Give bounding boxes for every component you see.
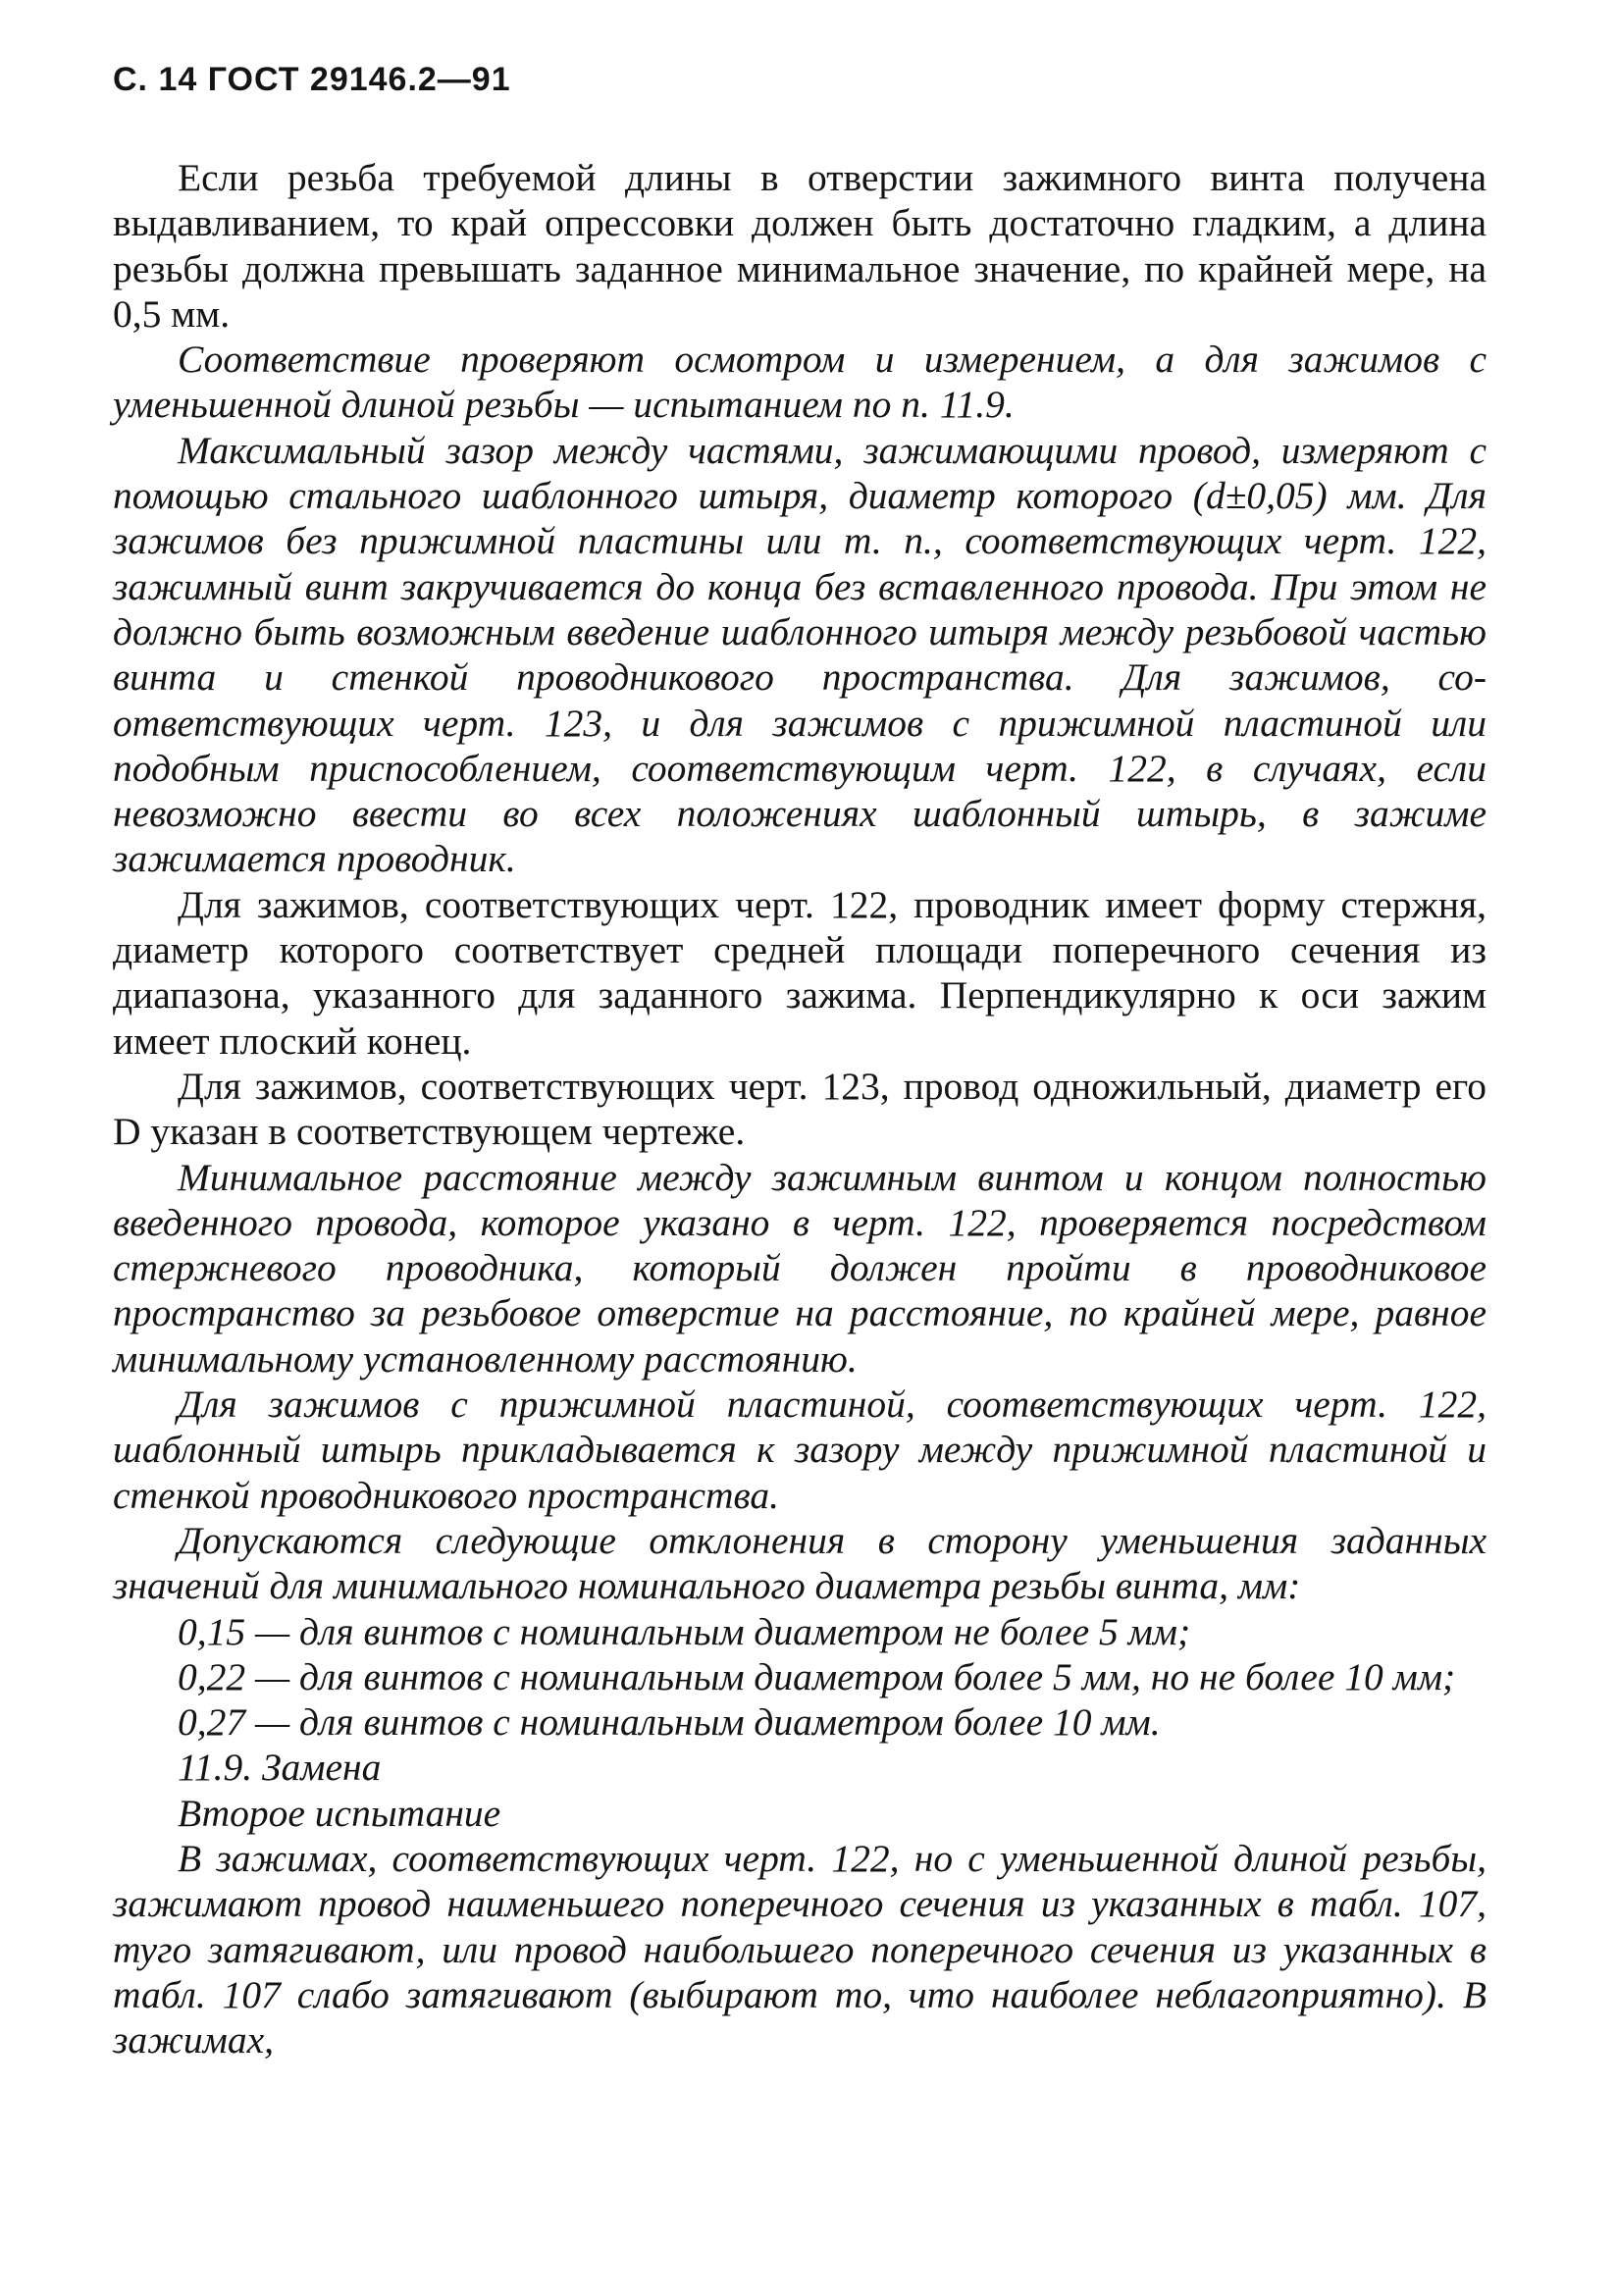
paragraph-max-gap-measurement: Максимальный зазор между частями, зажимающими провод, измеряют с помощью стального шаблонного штыря, диаметр которого (d±0,05) мм. Для зажимов без прижимной пластины или т. п., соответствующих черт. 122, зажимный винт закручивается до конца без вставленного провода. При этом не должно быть возможным введение шаблонного штыря между резьбовой частью винта и стенкой проводникового пространства. Для зажимов, соответствующих черт. 123, и для зажимов с прижимной пластиной или подобным приспособлением, соответствующим черт. 122, в случаях, если невозможно ввести во всех положениях шаблонный штырь, в зажиме зажимается проводник. [113, 428, 1487, 881]
paragraph-pressure-plate: Для зажимов с прижимной пластиной, соответствующих черт. 122, шаблонный штырь прикладывается к зазору между прижимной пластиной и стенкой проводникового пространства. [113, 1383, 1487, 1517]
page-header: С. 14 ГОСТ 29146.2—91 [113, 61, 511, 98]
subheading-second-test: Второе испытание [178, 1791, 501, 1835]
list-item-deviation-027: 0,27 — для винтов с номинальным диаметром более 10 мм. [178, 1700, 1161, 1745]
list-item-deviation-015: 0,15 — для винтов с номинальным диаметром не более 5 мм; [178, 1609, 1191, 1653]
paragraph-conductor-rod-122: Для зажимов, соответствующих черт. 122, проводник имеет форму стержня, диаметр которого соответствует средней площади поперечного сечения из диапазона, указанного для заданного зажима. Перпендикулярно к оси зажим имеет плоский конец. [113, 882, 1487, 1063]
document-body [113, 155, 1487, 2062]
paragraph-deviations-intro: Допускаются следующие отклонения в сторону уменьшения заданных значений для минимального номинального диаметра резьбы винта, мм: [113, 1518, 1487, 1608]
paragraph-thread-extrusion: Если резьба требуемой длины в отверстии зажимного винта получена выдавливанием, то край опрессовки должен быть достаточно гладким, а длина резьбы должна превышать заданное минимальное значение, по крайней мере, на 0,5 мм. [113, 156, 1487, 336]
paragraph-conductor-123: Для зажимов, соответствующих черт. 123, провод одножильный, диаметр его D указан в соответствующем чертеже. [113, 1064, 1487, 1154]
paragraph-second-test: В зажимах, соответствующих черт. 122, но с уменьшенной длиной резьбы, зажимают провод наименьшего поперечного сечения из указанных в табл. 107, туго затягивают, или провод наибольшего поперечного сечения из указанных в табл. 107 слабо затягивают (выбирают то, что наиболее неблагоприятно). В зажимах, [113, 1836, 1487, 2062]
paragraph-compliance-check: Соответствие проверяют осмотром и измерением, а для зажимов с уменьшенной длиной резьбы — испытанием по п. 11.9. [113, 338, 1487, 427]
list-item-deviation-022: 0,22 — для винтов с номинальным диаметром более 5 мм, но не более 10 мм; [178, 1654, 1456, 1698]
section-heading-11-9: 11.9. Замена [178, 1746, 382, 1790]
paragraph-min-distance: Минимальное расстояние между зажимным винтом и концом полностью введенного провода, которое указано в черт. 122, проверяется посредством стержневого проводника, который должен пройти в проводниковое пространство за резьбовое отверстие на расстояние, по крайней мере, равное минимальному установленному расстоянию. [113, 1155, 1487, 1381]
